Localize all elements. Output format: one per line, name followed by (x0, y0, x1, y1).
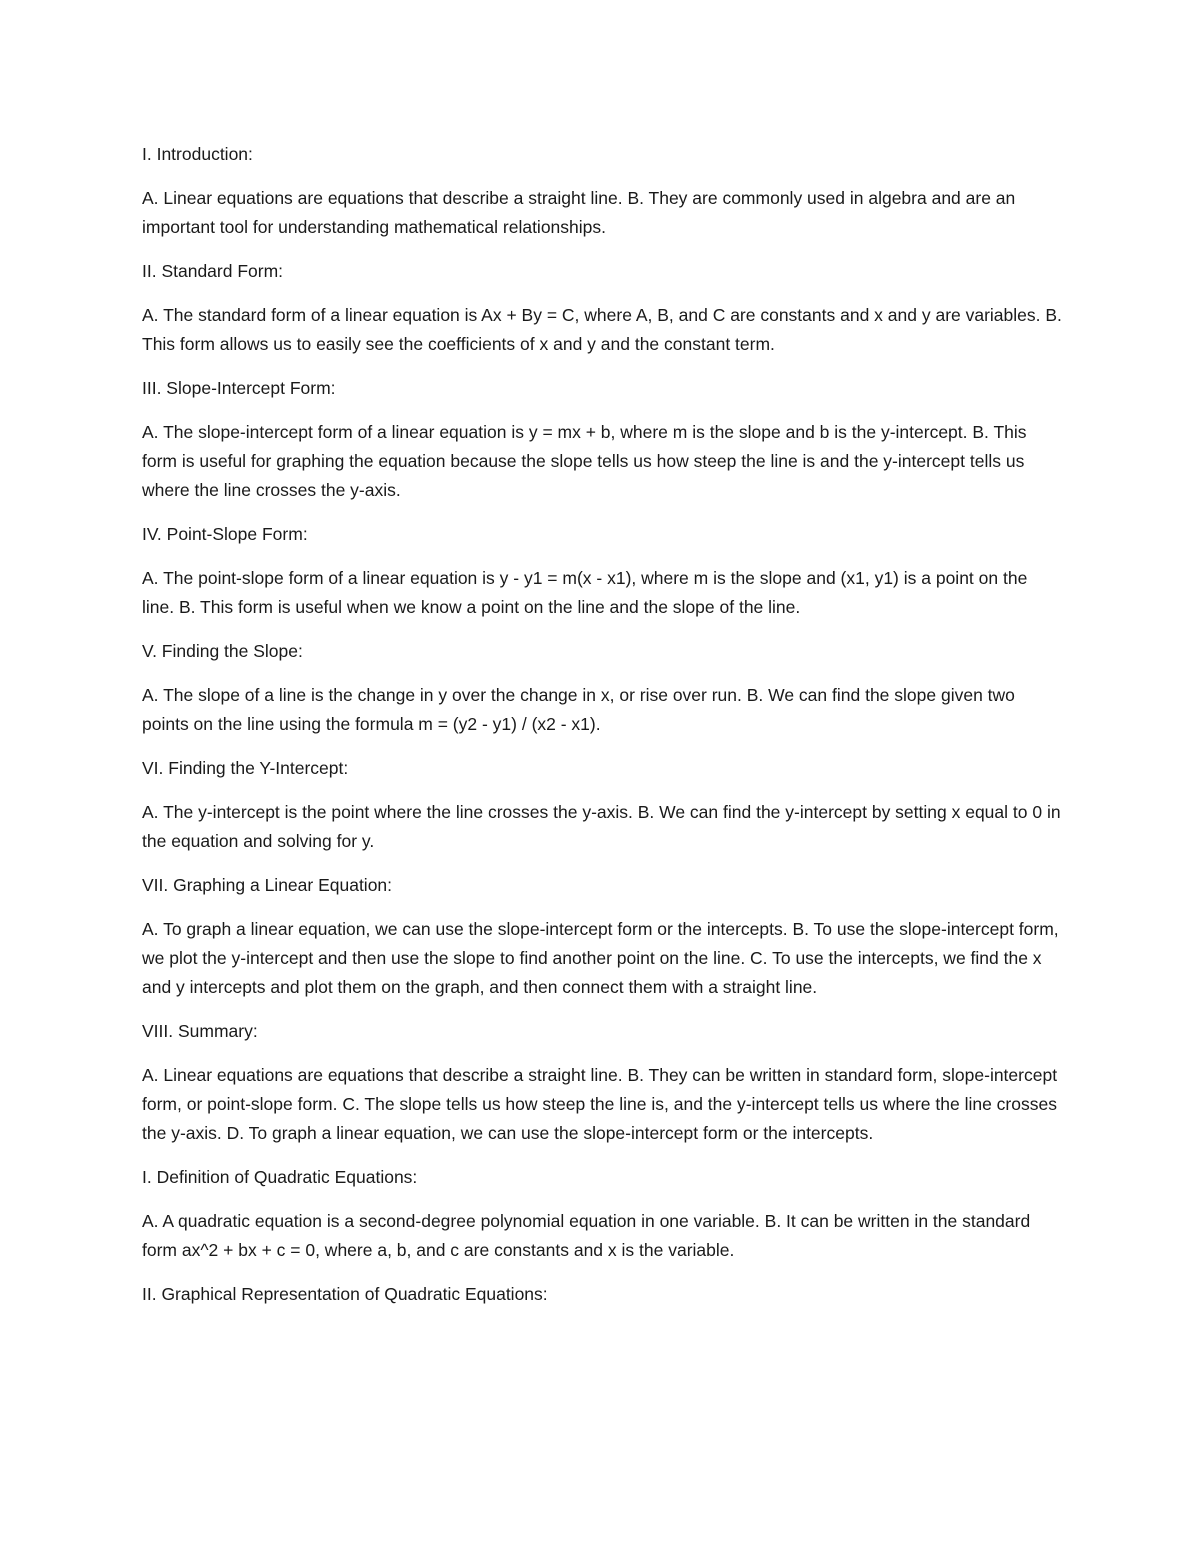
paragraph-summary: A. Linear equations are equations that describe a straight line. B. They can be written in standard form, slope-intercept form, or point-slope form. C. The slope tells us how steep the line is, and the y-intercept tells us where the line crosses the y-axis. D. To graph a linear equation, we can use the slope-intercept form or the intercepts. (142, 1065, 1058, 1143)
section-heading-quadratic-graphical: II. Graphical Representation of Quadratic Equations: (142, 1284, 548, 1304)
section-heading-quadratic-definition: I. Definition of Quadratic Equations: (142, 1167, 418, 1187)
paragraph-slope-intercept: A. The slope-intercept form of a linear equation is y = mx + b, where m is the slope and b is the y-intercept. B. This form is useful for graphing the equation because the slope tells us how steep the line is and the y-intercept tells us where the line crosses the y-axis. (142, 422, 1027, 500)
section-heading-finding-y-intercept: VI. Finding the Y-Intercept: (142, 758, 349, 778)
section-heading-introduction: I. Introduction: (142, 144, 253, 164)
paragraph-finding-slope: A. The slope of a line is the change in y over the change in x, or rise over run. B. We can find the slope given two points on the line using the formula m = (y2 - y1) / (x2 - x1). (142, 685, 1015, 734)
paragraph-graphing: A. To graph a linear equation, we can use the slope-intercept form or the intercepts. B. To use the slope-intercept form, we plot the y-intercept and then use the slope to find another point on the line. C. To use the intercepts, we find the x and y intercepts and plot them on the graph, and then connect them with a straight line. (142, 919, 1059, 997)
section-heading-standard-form: II. Standard Form: (142, 261, 284, 281)
section-heading-summary: VIII. Summary: (142, 1021, 258, 1041)
paragraph-quadratic-definition: A. A quadratic equation is a second-degree polynomial equation in one variable. B. It can be written in the standard form ax^2 + bx + c = 0, where a, b, and c are constants and x is the variable. (142, 1211, 1031, 1260)
section-heading-graphing: VII. Graphing a Linear Equation: (142, 875, 393, 895)
section-heading-point-slope: IV. Point-Slope Form: (142, 524, 308, 544)
paragraph-introduction: A. Linear equations are equations that describe a straight line. B. They are commonly used in algebra and are an important tool for understanding mathematical relationships. (142, 188, 1016, 237)
document-page (142, 140, 1062, 1324)
paragraph-finding-y-intercept: A. The y-intercept is the point where the line crosses the y-axis. B. We can find the y-intercept by setting x equal to 0 in the equation and solving for y. (142, 802, 1061, 851)
paragraph-standard-form: A. The standard form of a linear equation is Ax + By = C, where A, B, and C are constants and x and y are variables. B. This form allows us to easily see the coefficients of x and y and the constant term. (142, 305, 1062, 354)
paragraph-point-slope: A. The point-slope form of a linear equation is y - y1 = m(x - x1), where m is the slope and (x1, y1) is a point on the line. B. This form is useful when we know a point on the line and the slope of the line. (142, 568, 1028, 617)
section-heading-slope-intercept: III. Slope-Intercept Form: (142, 378, 336, 398)
section-heading-finding-slope: V. Finding the Slope: (142, 641, 303, 661)
